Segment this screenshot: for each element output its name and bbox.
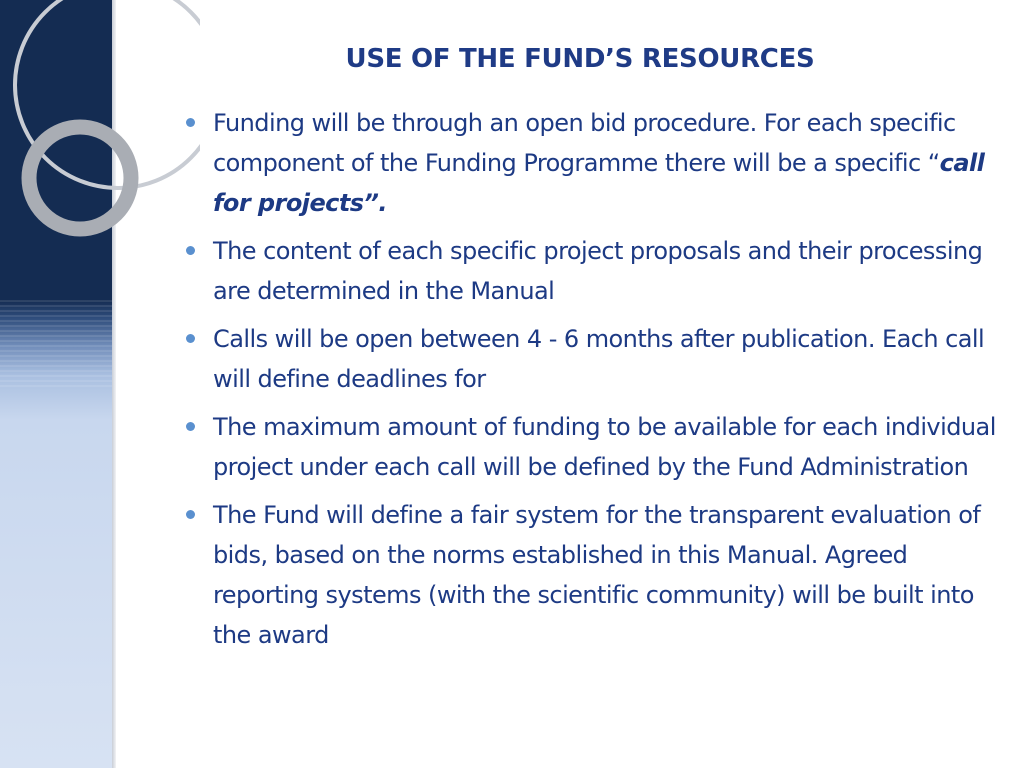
bullet-icon [186, 422, 195, 431]
ring-decorations [0, 0, 200, 260]
bullet-text: Funding will be through an open bid procedure. For each specific component of the Funding Programme there will be a specific “ [213, 109, 956, 177]
bullet-text: The content of each specific project proposals and their processing are determined in the Manual [213, 237, 983, 305]
bullet-list [182, 103, 1002, 663]
bullet-icon [186, 246, 195, 255]
bullet-icon [186, 118, 195, 127]
bullet-item [182, 495, 1002, 655]
bullet-item [182, 319, 1002, 399]
bullet-icon [186, 510, 195, 519]
bullet-item [182, 231, 1002, 311]
bullet-text: Calls will be open between 4 - 6 months after publication. Each call will define deadlines for [213, 325, 985, 393]
bullet-icon [186, 334, 195, 343]
small-ring-decoration [29, 127, 131, 229]
bullet-item [182, 103, 1002, 223]
sidebar-stripes [0, 300, 112, 390]
bullet-item [182, 407, 1002, 487]
bullet-emphasis: call for projects”. [213, 149, 985, 217]
slide-title: USE OF THE FUND’S RESOURCES [345, 44, 815, 74]
bullet-text: The Fund will define a fair system for the transparent evaluation of bids, based on the norms established in this Manual. Agreed reporting systems (with the scientific community) will be built into the award [213, 501, 981, 649]
large-ring-decoration [15, 0, 200, 188]
bullet-text: The maximum amount of funding to be available for each individual project under each call will be defined by the Fund Administration [213, 413, 996, 481]
